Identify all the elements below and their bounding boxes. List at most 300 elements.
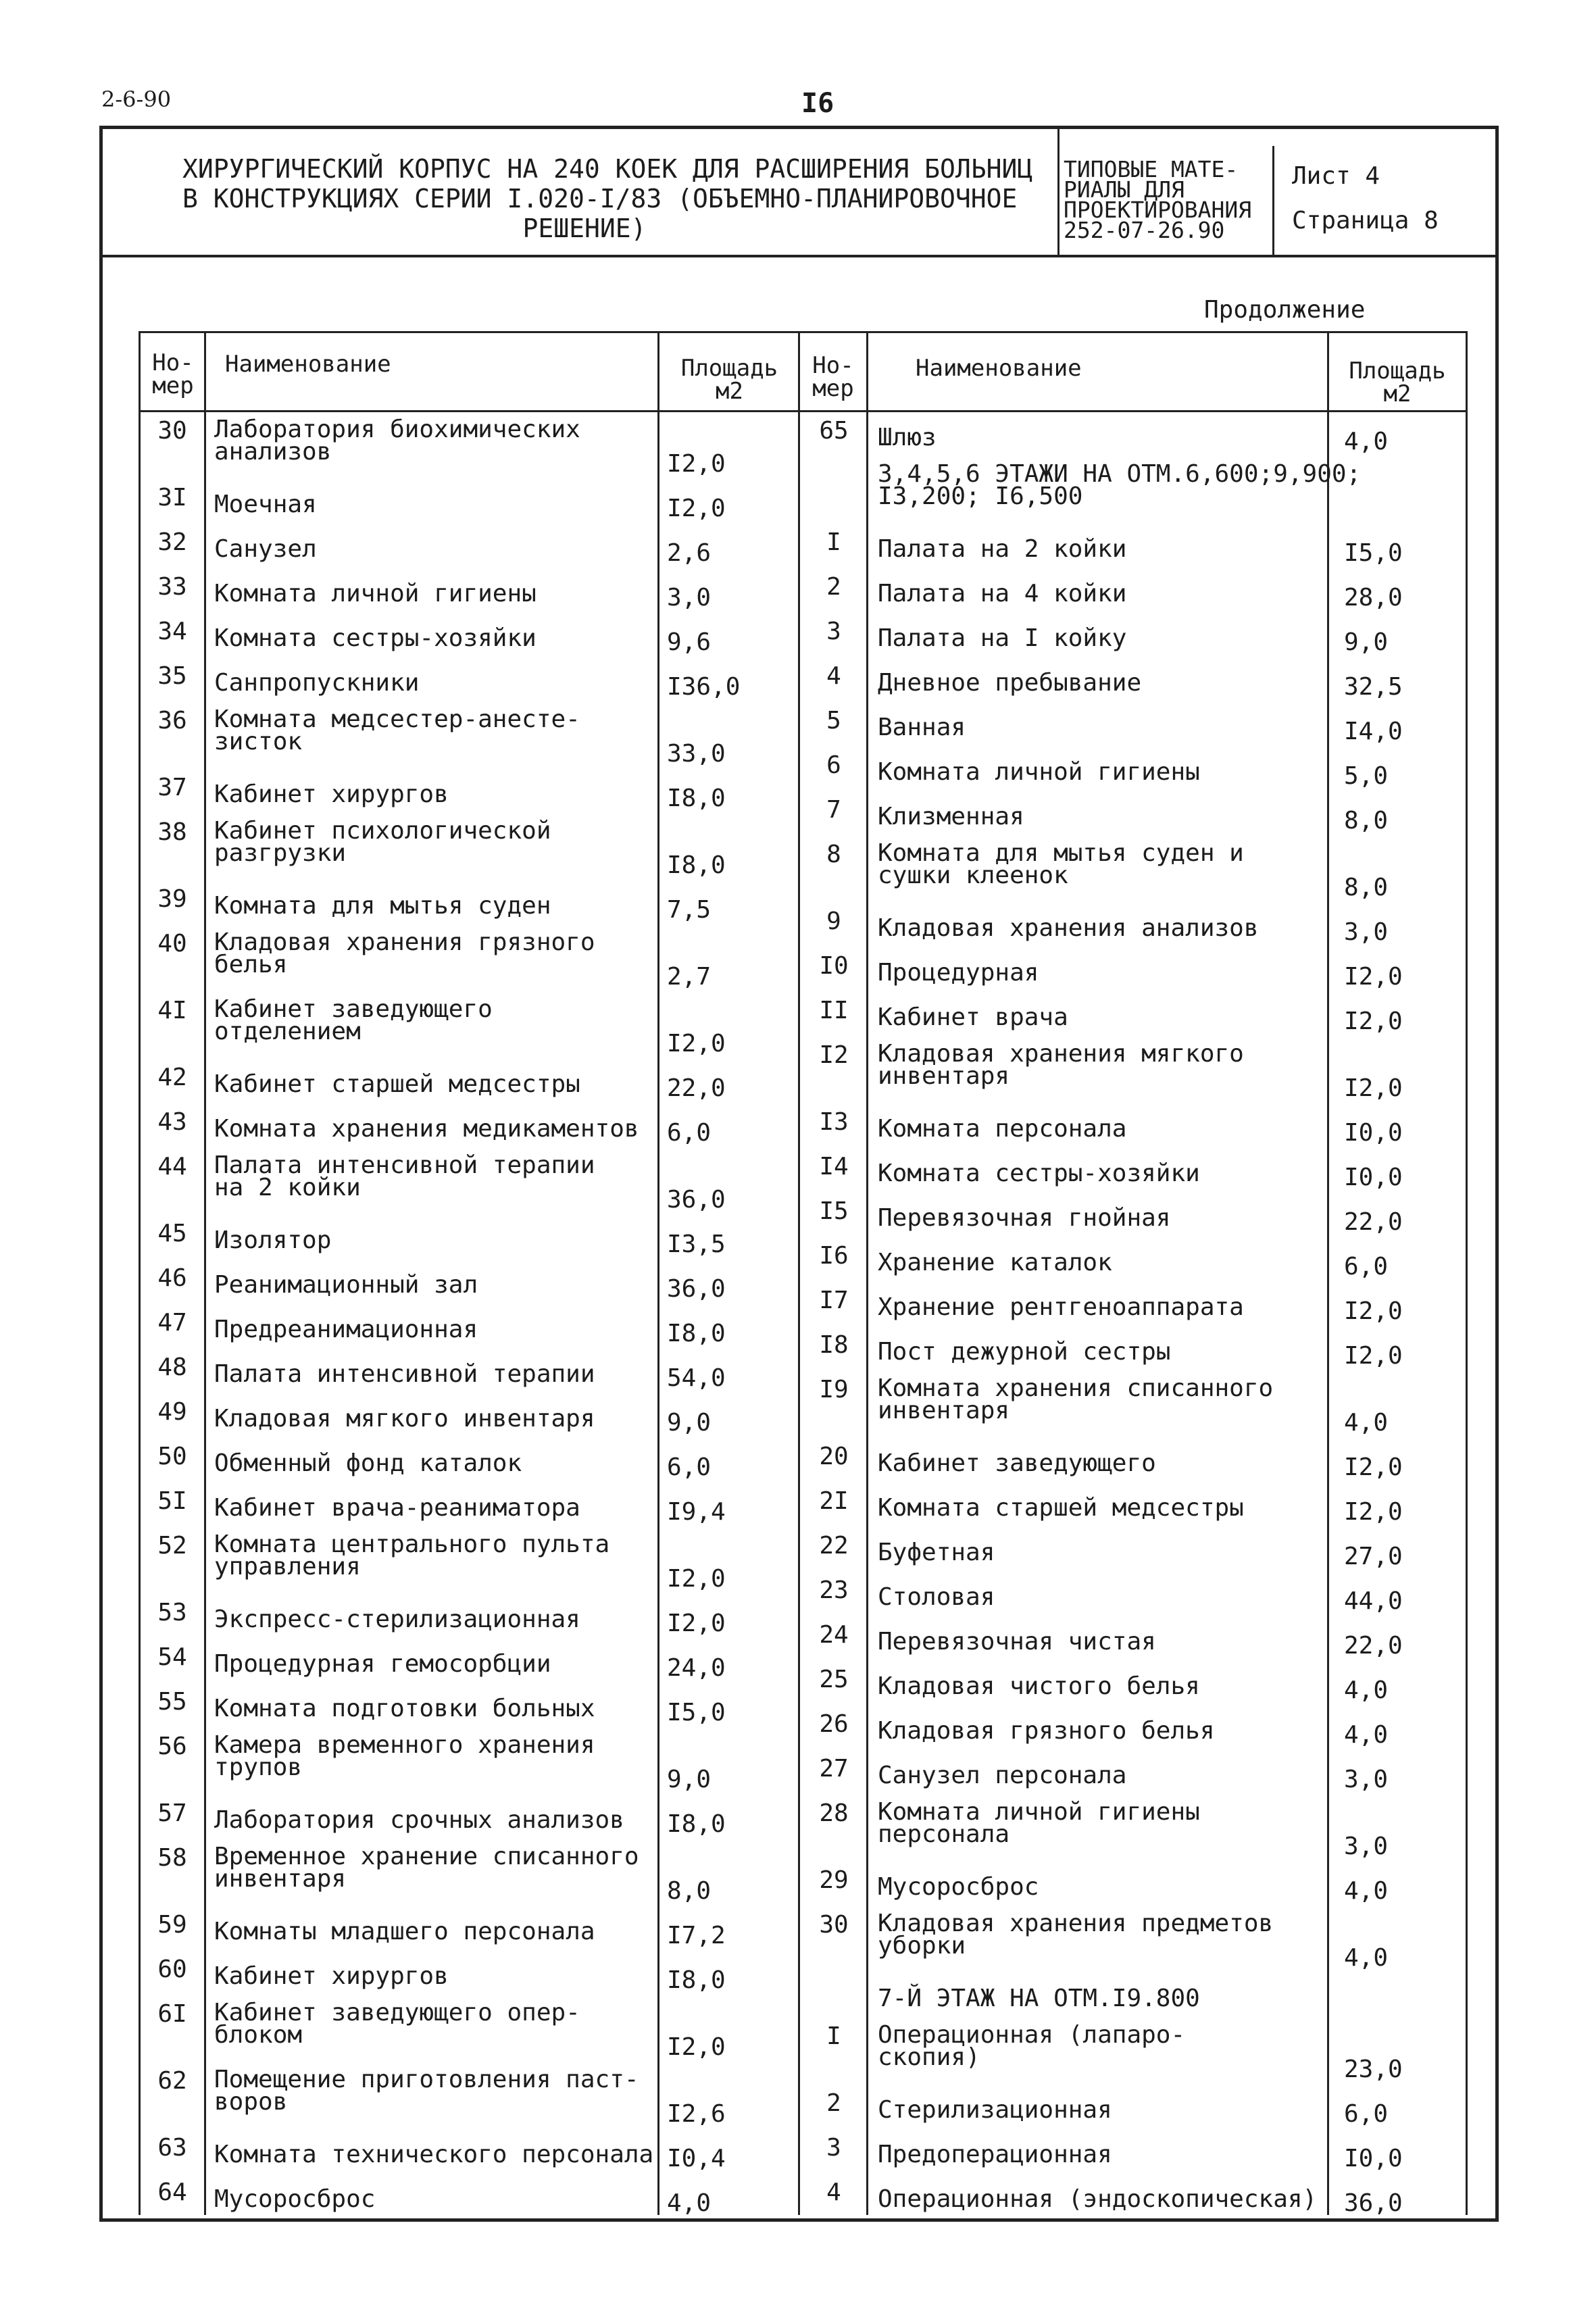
- room-area: 54,0: [667, 1364, 726, 1392]
- room-name-line: разгрузки: [214, 839, 347, 867]
- table-row: [139, 1352, 798, 1397]
- room-name-line: Комната подготовки больных: [214, 1695, 595, 1722]
- room-number: 32: [157, 528, 187, 556]
- table-row: [139, 482, 798, 527]
- room-area: 8,0: [1344, 807, 1389, 835]
- table-row: [798, 1374, 1466, 1441]
- room-name-line: Реанимационный зал: [214, 1271, 478, 1299]
- room-area: I3,5: [667, 1230, 726, 1258]
- room-area: 36,0: [1344, 2189, 1403, 2217]
- room-name-line: Временное хранение списанного: [214, 1843, 639, 1870]
- text-line: ХИРУРГИЧЕСКИЙ КОРПУС НА 240 КОЕК ДЛЯ РАСШИРЕНИЯ БОЛЬНИЦ: [182, 154, 1033, 184]
- room-number: 23: [819, 1576, 849, 1604]
- room-name-line: Кладовая мягкого инвентаря: [214, 1405, 595, 1433]
- table-row: [798, 572, 1466, 616]
- room-name-line: Мусоросброс: [214, 2185, 376, 2213]
- room-name-line: Кладовая хранения мягкого: [878, 1040, 1244, 1068]
- room-name: [214, 2185, 376, 2213]
- room-number: 59: [157, 1911, 187, 1939]
- room-name: [878, 914, 1259, 942]
- room-area: 4,0: [1344, 1676, 1389, 1704]
- col-header-number-right: [801, 354, 866, 400]
- room-area: 33,0: [667, 740, 726, 768]
- room-name-line: Помещение приготовления паст-: [214, 2066, 639, 2093]
- room-name-line: 7-Й ЭТАЖ НА ОТМ.I9.800: [878, 1985, 1200, 2012]
- room-name-line: Комната сестры-хозяйки: [214, 624, 537, 652]
- table-top-rule: [139, 331, 1468, 333]
- room-name: [214, 1449, 522, 1477]
- room-area: 4,0: [1344, 1409, 1389, 1437]
- room-area: I0,0: [1344, 1164, 1403, 1191]
- room-area: I0,0: [1344, 1119, 1403, 1147]
- table-row: [139, 1597, 798, 1642]
- room-name-line: белья: [214, 951, 288, 978]
- room-number: I2: [819, 1041, 849, 1069]
- room-area: 4,0: [667, 2189, 712, 2217]
- table-row: [139, 1530, 798, 1597]
- table-row: [139, 772, 798, 817]
- table-row: [798, 1709, 1466, 1753]
- room-number: 52: [157, 1532, 187, 1560]
- room-name-line: Кабинет заведующего: [878, 1449, 1156, 1477]
- room-area: 23,0: [1344, 2056, 1403, 2083]
- room-area: I9,4: [667, 1498, 726, 1526]
- room-name-line: Мусоросброс: [878, 1873, 1039, 1901]
- room-name-line: Комната старшей медсестры: [878, 1494, 1244, 1522]
- room-number: 4I: [157, 997, 187, 1024]
- room-number: 22: [819, 1532, 849, 1560]
- room-name-line: Дневное пребывание: [878, 669, 1142, 697]
- table-row: [139, 1151, 798, 1218]
- room-name: [214, 1650, 551, 1678]
- table-row: [798, 995, 1466, 1040]
- table-row: [139, 705, 798, 772]
- room-area: I2,0: [1344, 1342, 1403, 1370]
- room-name-line: Предоперационная: [878, 2141, 1112, 2168]
- header-bottom-rule: [99, 255, 1499, 257]
- table-row: [798, 1530, 1466, 1575]
- room-name: [878, 1040, 1244, 1090]
- room-name: [214, 1806, 624, 1834]
- room-area: 8,0: [667, 1877, 712, 1905]
- room-area: 44,0: [1344, 1587, 1403, 1615]
- room-name-line: Кабинет хирургов: [214, 1962, 449, 1990]
- room-number: 35: [157, 662, 187, 690]
- table-row: [798, 1620, 1466, 1664]
- room-area: I2,0: [667, 495, 726, 522]
- table-row: [139, 1441, 798, 1486]
- room-name: [214, 1999, 580, 2049]
- table-right-rule: [1466, 331, 1468, 2215]
- room-name: [878, 582, 1126, 605]
- room-name: [878, 669, 1142, 697]
- room-number: 43: [157, 1108, 187, 1136]
- room-name-line: Обменный фонд каталок: [214, 1449, 522, 1477]
- section-heading-row: [798, 460, 1466, 527]
- table-row: [139, 1999, 798, 2066]
- room-number: 33: [157, 573, 187, 601]
- col-header-number-left: [143, 351, 203, 397]
- room-name-line: Комната для мытья суден: [214, 892, 551, 920]
- room-name: [878, 624, 1127, 652]
- table-row: [798, 951, 1466, 995]
- room-name-line: Стерилизационная: [878, 2096, 1112, 2124]
- room-name: [878, 1251, 1112, 1274]
- room-number: 24: [819, 1621, 849, 1649]
- room-number: 57: [157, 1799, 187, 1827]
- table-row: [139, 1731, 798, 1798]
- room-name-line: Комната для мытья суден и: [878, 839, 1244, 867]
- room-name: [214, 1843, 639, 1893]
- room-number: 58: [157, 1844, 187, 1872]
- room-name: [214, 1115, 639, 1143]
- room-name-line: скопия): [878, 2043, 980, 2071]
- room-number: 62: [157, 2067, 187, 2095]
- room-number: 26: [819, 1710, 849, 1738]
- room-name-line: Перевязочная чистая: [878, 1628, 1156, 1656]
- room-name-line: Санпропускники: [214, 669, 420, 697]
- room-name: [214, 669, 420, 697]
- continued-label: Продолжение: [1204, 296, 1366, 324]
- room-name: [878, 959, 1039, 987]
- room-number: 6I: [157, 2000, 187, 2028]
- room-name: [214, 2066, 639, 2116]
- room-name-line: Кладовая хранения грязного: [214, 928, 595, 956]
- floor-section-title: [878, 460, 1362, 510]
- table-row: [798, 1285, 1466, 1330]
- room-area: I8,0: [667, 1320, 726, 1347]
- table-row: [798, 527, 1466, 572]
- room-number: 30: [157, 417, 187, 445]
- header-divider-2: [1272, 146, 1274, 256]
- table-row: [798, 1196, 1466, 1241]
- room-name-line: Лаборатория срочных анализов: [214, 1806, 624, 1834]
- room-area: I4,0: [1344, 718, 1403, 745]
- col-header-number-line1: Но-: [812, 352, 854, 379]
- room-area: 9,0: [667, 1766, 712, 1793]
- room-area: 8,0: [1344, 874, 1389, 901]
- table-row: [798, 1330, 1466, 1374]
- room-area: 3,0: [667, 584, 712, 612]
- room-name: [214, 1405, 595, 1433]
- room-name-line: Кладовая грязного белья: [878, 1717, 1215, 1745]
- room-area: 4,0: [1344, 428, 1389, 455]
- room-area: I36,0: [667, 673, 741, 701]
- room-name: [214, 1318, 478, 1341]
- room-area: 6,0: [667, 1119, 712, 1147]
- room-number: 4: [826, 2179, 841, 2206]
- text-line: ТИПОВЫЕ МАТЕ-: [1064, 156, 1239, 182]
- room-number: 3: [826, 618, 841, 645]
- floor-section-title: [878, 1987, 1200, 2010]
- room-number: 48: [157, 1353, 187, 1381]
- table-row: [139, 928, 798, 995]
- page-label: Страница 8: [1292, 207, 1439, 234]
- room-name-line: Кабинет заведующего опер-: [214, 1999, 580, 2026]
- room-name-line: Экспресс-стерилизационная: [214, 1605, 580, 1633]
- table-row: [798, 1865, 1466, 1910]
- room-area: 36,0: [667, 1275, 726, 1303]
- room-name: [878, 2185, 1318, 2213]
- table-row: [139, 527, 798, 572]
- room-name-line: инвентаря: [878, 1397, 1010, 1424]
- room-name-line: Комнаты младшего персонала: [214, 1918, 595, 1945]
- room-name-line: анализов: [214, 438, 332, 466]
- room-number: 5: [826, 707, 841, 735]
- room-area: 2,6: [667, 539, 712, 567]
- room-area: 3,0: [1344, 918, 1389, 946]
- room-name: [214, 624, 537, 652]
- room-name: [214, 1271, 478, 1299]
- room-number: I8: [819, 1331, 849, 1359]
- room-number: 40: [157, 930, 187, 957]
- room-number: 7: [826, 796, 841, 824]
- room-area: I2,0: [1344, 1007, 1403, 1035]
- room-name-line: Кабинет врача-реаниматора: [214, 1494, 580, 1522]
- col-header-area-line1: Площадь: [680, 355, 778, 382]
- room-name: [878, 1003, 1068, 1031]
- table-row: [139, 1798, 798, 1843]
- document-code: 2-6-90: [101, 86, 172, 112]
- room-name-line: Комната личной гигиены: [878, 758, 1200, 786]
- room-name: [878, 1628, 1156, 1656]
- table-row: [798, 1040, 1466, 1107]
- table-row: [139, 1843, 798, 1910]
- table-row: [798, 839, 1466, 906]
- col-header-name-right: Наименование: [916, 355, 1082, 382]
- table-row: [139, 1062, 798, 1107]
- room-area: 4,0: [1344, 1721, 1389, 1749]
- room-name-line: Комната сестры-хозяйки: [878, 1160, 1200, 1187]
- room-area: I8,0: [667, 851, 726, 879]
- table-row: [139, 2133, 798, 2177]
- table-row: [139, 1308, 798, 1352]
- room-area: 4,0: [1344, 1944, 1389, 1972]
- room-name-line: Изолятор: [214, 1226, 332, 1254]
- room-number: 34: [157, 618, 187, 645]
- room-name: [878, 1764, 1126, 1787]
- table-row: [798, 2021, 1466, 2088]
- table-row: [798, 416, 1466, 460]
- room-name: [878, 805, 1024, 828]
- room-number: 5I: [157, 1487, 187, 1515]
- room-area: I8,0: [667, 1966, 726, 1994]
- room-number: 25: [819, 1666, 849, 1693]
- room-name: [214, 1494, 580, 1522]
- section-heading-row: [798, 1976, 1466, 2021]
- room-name-line: Клизменная: [878, 803, 1024, 830]
- room-name-line: Кабинет психологической: [214, 817, 551, 845]
- sheet-label: Лист 4: [1292, 162, 1380, 190]
- col-header-area-line1: Площадь: [1349, 357, 1446, 384]
- table-row: [139, 616, 798, 661]
- room-name: [878, 1798, 1200, 1848]
- room-area: I2,6: [667, 2100, 726, 2128]
- room-number: I0: [819, 952, 849, 980]
- room-name-line: Хранение рентгеноаппарата: [878, 1293, 1244, 1321]
- room-name-line: зисток: [214, 728, 303, 755]
- room-number: 65: [819, 417, 849, 445]
- room-name: [214, 1360, 595, 1388]
- room-number: 47: [157, 1309, 187, 1337]
- table-row: [139, 1263, 798, 1308]
- room-name-line: Предреанимационная: [214, 1316, 478, 1343]
- room-area: 22,0: [1344, 1208, 1403, 1236]
- table-row: [139, 661, 798, 705]
- room-name: [878, 758, 1200, 786]
- text-line: ПРОЕКТИРОВАНИЯ: [1064, 197, 1252, 223]
- room-number: 28: [819, 1799, 849, 1827]
- room-number: 64: [157, 2179, 187, 2206]
- room-number: 56: [157, 1733, 187, 1760]
- room-number: 53: [157, 1599, 187, 1626]
- room-name-line: Ванная: [878, 714, 966, 741]
- table-row: [139, 1486, 798, 1530]
- room-area: 6,0: [1344, 2100, 1389, 2128]
- room-name-line: Моечная: [214, 491, 317, 518]
- text-line: РЕШЕНИЕ): [522, 214, 647, 243]
- room-area: 28,0: [1344, 584, 1403, 612]
- table-row: [798, 1486, 1466, 1530]
- room-number: 30: [819, 1911, 849, 1939]
- room-number: I: [826, 528, 841, 556]
- col-header-area-line2: м2: [716, 378, 743, 405]
- table-row: [139, 1954, 798, 1999]
- room-name: [878, 2021, 1186, 2071]
- table-row: [798, 1664, 1466, 1709]
- room-name-line: Пост дежурной сестры: [878, 1338, 1171, 1366]
- room-name-line: Комната хранения медикаментов: [214, 1115, 639, 1143]
- col-header-number-line2: мер: [812, 375, 854, 402]
- room-number: 55: [157, 1688, 187, 1716]
- room-number: 20: [819, 1443, 849, 1470]
- room-name-line: Палата на 4 койки: [878, 580, 1127, 607]
- table-row: [139, 1642, 798, 1687]
- room-name-line: Кабинет врача: [878, 1003, 1068, 1031]
- room-name-line: сушки клеенок: [878, 862, 1068, 889]
- room-number: 50: [157, 1443, 187, 1470]
- room-name: [214, 928, 595, 978]
- room-area: 32,5: [1344, 673, 1403, 701]
- room-area: 4,0: [1344, 1877, 1389, 1905]
- room-area: I2,0: [1344, 1498, 1403, 1526]
- table-row: [798, 1151, 1466, 1196]
- room-name-line: Кабинет хирургов: [214, 780, 449, 808]
- room-name-line: Комната личной гигиены: [878, 1798, 1200, 1826]
- page-number: I6: [801, 88, 834, 119]
- table-row: [139, 995, 798, 1062]
- room-area: 24,0: [667, 1654, 726, 1682]
- room-area: I0,0: [1344, 2145, 1403, 2172]
- room-name-line: Санузел персонала: [878, 1762, 1127, 1789]
- room-name-line: Операционная (лапаро-: [878, 2021, 1186, 2049]
- table-row: [139, 2177, 798, 2222]
- room-name: [214, 1226, 332, 1254]
- room-name-line: Комната технического персонала: [214, 2141, 654, 2168]
- room-name-line: на 2 койки: [214, 1174, 361, 1201]
- room-area: I2,0: [667, 1610, 726, 1637]
- room-number: 42: [157, 1064, 187, 1091]
- room-name: [214, 780, 449, 808]
- room-name-line: Комната личной гигиены: [214, 580, 537, 607]
- room-name-line: Кабинет старшей медсестры: [214, 1070, 580, 1098]
- room-name-line: Процедурная: [878, 959, 1039, 987]
- room-name: [878, 1115, 1127, 1143]
- col-header-name-left: Наименование: [225, 351, 391, 378]
- room-name: [214, 2143, 653, 2166]
- document-title: [182, 154, 1033, 243]
- room-name: [878, 1910, 1274, 1960]
- table-row: [798, 2088, 1466, 2133]
- room-name-line: отделением: [214, 1018, 361, 1045]
- room-name-line: Камера временного хранения: [214, 1731, 595, 1759]
- room-area: 3,0: [1344, 1766, 1389, 1793]
- room-area: I2,0: [667, 1030, 726, 1057]
- room-name: [214, 1530, 610, 1580]
- room-name-line: Палата на 2 койки: [878, 535, 1127, 563]
- room-name-line: Комната хранения списанного: [878, 1374, 1274, 1402]
- room-name-line: Буфетная: [878, 1539, 995, 1566]
- room-number: I5: [819, 1197, 849, 1225]
- room-name: [878, 2143, 1112, 2166]
- room-number: I6: [819, 1242, 849, 1270]
- room-name: [878, 1583, 995, 1611]
- table-row: [139, 1218, 798, 1263]
- room-name: [214, 1605, 580, 1633]
- room-name: [878, 1672, 1200, 1700]
- room-number: I: [826, 2022, 841, 2050]
- room-area: I5,0: [1344, 539, 1403, 567]
- room-number: 3: [826, 2134, 841, 2162]
- text-line: В КОНСТРУКЦИЯХ СЕРИИ I.020-I/83 (ОБЪЕМНО-ПЛАНИРОВОЧНОЕ: [182, 184, 1018, 214]
- room-name: [878, 1541, 995, 1564]
- room-number: 9: [826, 907, 841, 935]
- room-name: [878, 1338, 1171, 1366]
- room-name-line: Палата на I койку: [878, 624, 1127, 652]
- room-name-line: Шлюз: [878, 424, 937, 451]
- room-number: 39: [157, 885, 187, 913]
- room-number: 63: [157, 2134, 187, 2162]
- table-row: [798, 795, 1466, 839]
- room-name-line: Процедурная гемосорбции: [214, 1650, 551, 1678]
- room-number: 45: [157, 1220, 187, 1247]
- room-name: [878, 839, 1244, 889]
- room-name-line: Кладовая хранения анализов: [878, 914, 1259, 942]
- text-line: РИАЛЫ ДЛЯ: [1064, 176, 1184, 203]
- table-row: [798, 2133, 1466, 2177]
- room-name: [214, 1920, 595, 1943]
- rooms-table: [139, 331, 1468, 2215]
- room-area: 7,5: [667, 896, 712, 924]
- room-name: [878, 2096, 1112, 2124]
- table-row: [139, 817, 798, 884]
- room-name-line: Кладовая чистого белья: [878, 1672, 1200, 1700]
- col-header-area-left: [660, 357, 799, 403]
- col-header-area-line2: м2: [1383, 380, 1412, 407]
- room-number: 2: [826, 573, 841, 601]
- room-area: 9,0: [667, 1409, 712, 1437]
- table-row: [798, 1107, 1466, 1151]
- room-number: I3: [819, 1108, 849, 1136]
- header-divider-1: [1057, 126, 1059, 256]
- room-number: II: [819, 997, 849, 1024]
- col-header-area-right: [1329, 359, 1466, 405]
- room-area: I7,2: [667, 1922, 726, 1949]
- room-name-line: I3,200; I6,500: [878, 482, 1083, 510]
- room-name: [214, 582, 537, 605]
- table-row: [798, 750, 1466, 795]
- room-name: [878, 1374, 1274, 1424]
